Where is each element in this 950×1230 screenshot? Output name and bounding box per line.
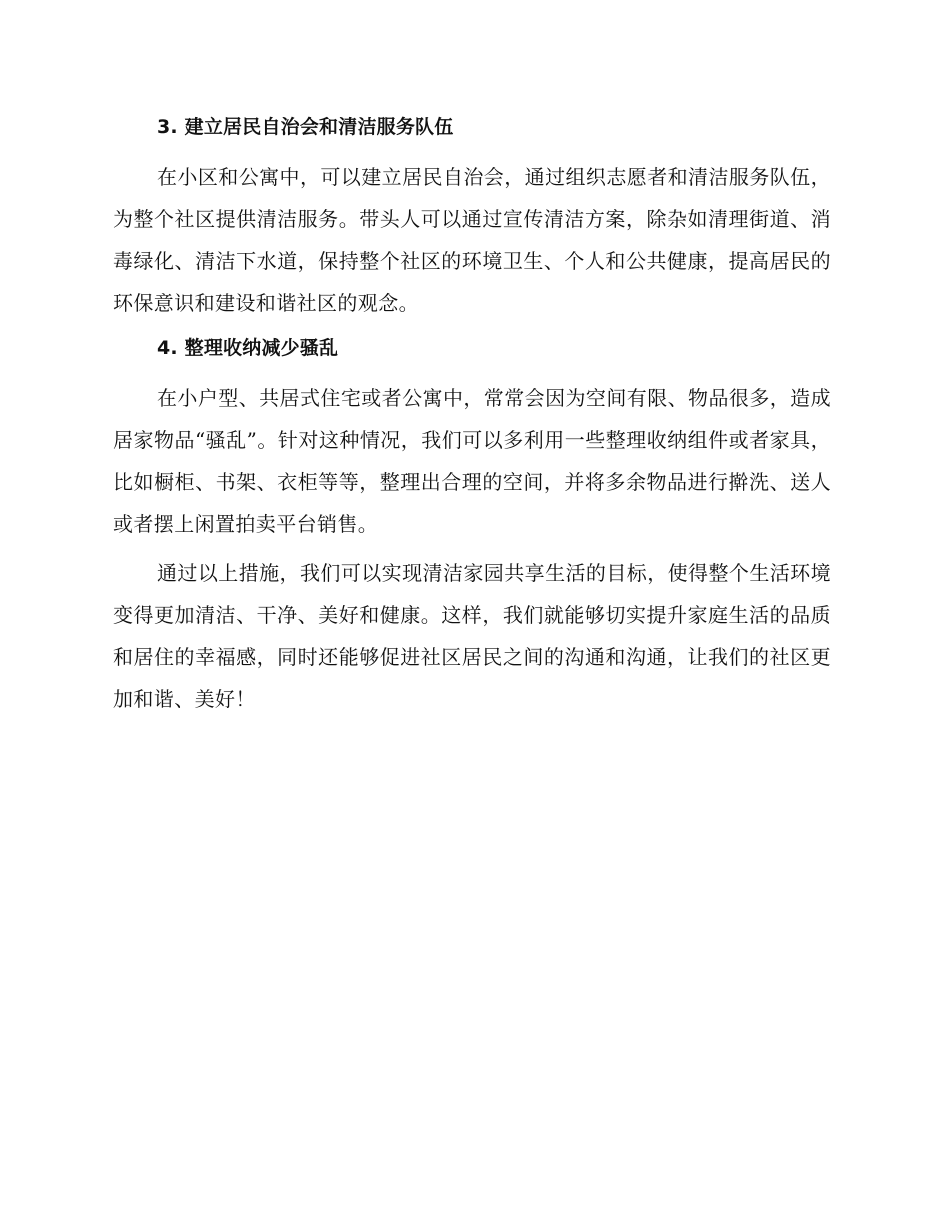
section-paragraph-3: 在小区和公寓中，可以建立居民自治会，通过组织志愿者和清洁服务队伍，为整个社区提供清洁服务。带头人可以通过宣传清洁方案，除杂如清理街道、消毒绿化、清洁下水道，保持整个社区的环境卫生、个人和公共健康，提高居民的环保意识和建设和谐社区的观念。	[113, 165, 831, 315]
conclusion-paragraph: 通过以上措施，我们可以实现清洁家园共享生活的目标，使得整个生活环境变得更加清洁、干净、美好和健康。这样，我们就能够切实提升家庭生活的品质和居住的幸福感，同时还能够促进社区居民之间的沟通和沟通，让我们的社区更加和谐、美好！	[113, 561, 831, 711]
section-heading-3: 3. 建立居民自治会和清洁服务队伍	[157, 116, 454, 138]
section-paragraph-4: 在小户型、共居式住宅或者公寓中，常常会因为空间有限、物品很多，造成居家物品“骚乱”。针对这种情况，我们可以多利用一些整理收纳组件或者家具，比如橱柜、书架、衣柜等等，整理出合理的空间，并将多余物品进行擀洗、送人或者摆上闲置拍卖平台销售。	[113, 386, 831, 536]
section-heading-4: 4. 整理收纳减少骚乱	[157, 337, 339, 359]
document-body	[113, 110, 831, 727]
